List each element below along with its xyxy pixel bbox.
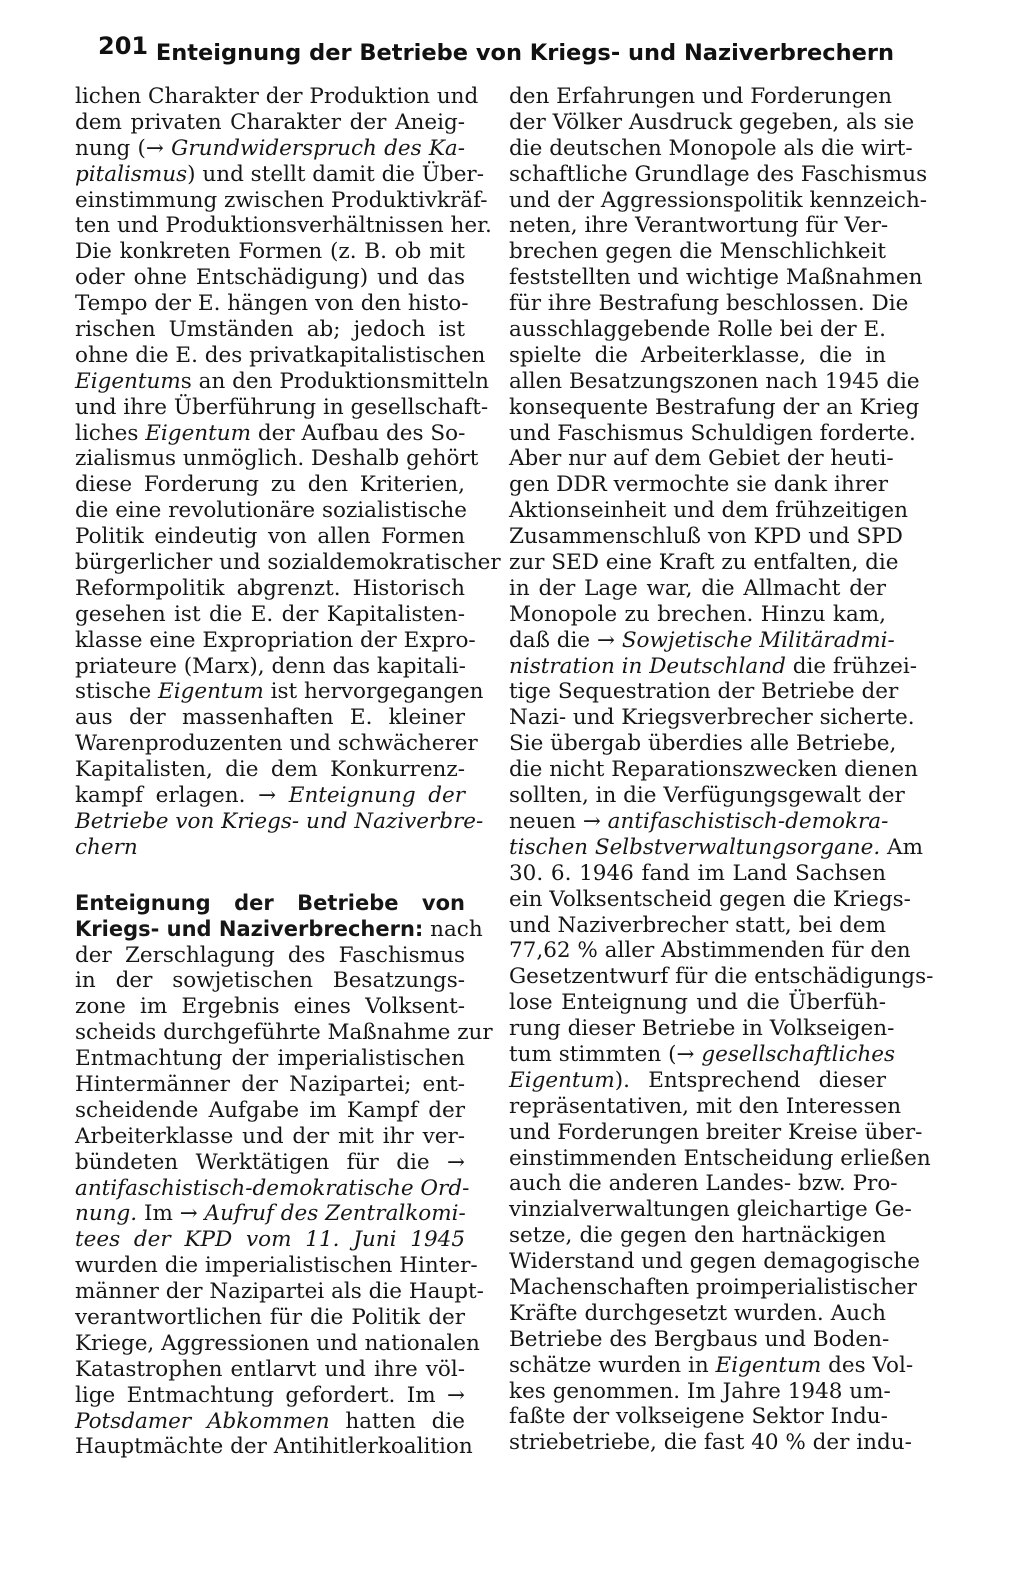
- text-line: klasse eine Expropriation der Expro-: [75, 627, 476, 653]
- text-line: allen Besatzungszonen nach 1945 die: [509, 368, 920, 394]
- text-line: auch die anderen Landes- bzw. Pro-: [509, 1171, 898, 1197]
- text-line: Hintermänner der Nazipartei; ent-: [75, 1071, 465, 1097]
- text-line: aus der massenhaften E. kleiner: [75, 705, 465, 731]
- text-line: Eigentums an den Produktionsmitteln: [75, 368, 489, 394]
- text-line: einstimmenden Entscheidung erließen: [509, 1145, 931, 1171]
- left-column: [75, 84, 501, 1460]
- text-line: schätze wurden in Eigentum des Vol-: [509, 1352, 914, 1378]
- text-line: männer der Nazipartei als die Haupt-: [75, 1279, 484, 1305]
- text-line: pitalismus) und stellt damit die Über-: [75, 161, 484, 187]
- text-line: Kapitalisten, die dem Konkurrenz-: [75, 757, 465, 783]
- text-line: ein Volksentscheid gegen die Kriegs-: [509, 886, 911, 912]
- text-line: stische Eigentum ist hervorgegangen: [75, 679, 484, 705]
- text-line: tischen Selbstverwaltungsorgane. Am: [509, 834, 923, 860]
- text-line: repräsentativen, mit den Interessen: [509, 1093, 902, 1119]
- running-title: Enteignung der Betriebe von Kriegs- und Naziverbrechern: [155, 40, 894, 66]
- text-line: Kriege, Aggressionen und nationalen: [75, 1330, 480, 1356]
- text-line: lige Entmachtung gefordert. Im →: [75, 1382, 465, 1408]
- page-header: [98, 28, 894, 80]
- entry-heading-line-2-bold: Kriegs- und Naziverbrechern:: [75, 916, 424, 941]
- text-line: Potsdamer Abkommen hatten die: [75, 1408, 466, 1434]
- text-line: Hauptmächte der Antihitlerkoalition: [75, 1434, 473, 1460]
- text-line: zur SED eine Kraft zu entfalten, die: [509, 550, 899, 576]
- text-line: und Forderungen breiter Kreise über-: [509, 1119, 923, 1145]
- text-line: Die konkreten Formen (z. B. ob mit: [75, 239, 465, 265]
- text-line: schaftliche Grundlage des Faschismus: [509, 161, 928, 187]
- text-line: und der Aggressionspolitik kennzeich-: [509, 187, 928, 213]
- text-line: und Faschismus Schuldigen forderte.: [509, 420, 916, 446]
- text-line: die eine revolutionäre sozialistische: [75, 498, 467, 524]
- text-line: Gesetzentwurf für die entschädigungs-: [509, 964, 934, 990]
- text-line: 77,62 % aller Abstimmenden für den: [509, 938, 911, 964]
- text-line: in der Lage war, die Allmacht der: [509, 575, 886, 601]
- text-line: Politik eindeutig von allen Formen: [75, 524, 465, 550]
- text-line: gen DDR vermochte sie dank ihrer: [509, 472, 888, 498]
- text-line: kes genommen. Im Jahre 1948 um-: [509, 1378, 891, 1404]
- text-line: dem privaten Charakter der Aneig-: [75, 109, 465, 135]
- text-line: nistration in Deutschland die frühzei-: [509, 653, 918, 679]
- text-line: für ihre Bestrafung beschlossen. Die: [509, 291, 909, 317]
- text-line: rung dieser Betriebe in Volkseigen-: [509, 1016, 895, 1042]
- text-line: scheidende Aufgabe im Kampf der: [75, 1097, 465, 1123]
- text-line: sollten, in die Verfügungsgewalt der: [509, 783, 905, 809]
- text-line: ten und Produktionsverhältnissen her.: [75, 213, 492, 239]
- left-column-text: [75, 84, 501, 861]
- text-line: tees der KPD vom 11. Juni 1945: [75, 1227, 465, 1253]
- text-line: Eigentum). Entsprechend dieser: [509, 1067, 886, 1093]
- text-line: Arbeiterklasse und der mit ihr ver-: [75, 1123, 465, 1149]
- text-line: Betriebe des Bergbaus und Boden-: [509, 1326, 890, 1352]
- text-line: priateure (Marx), denn das kapitali-: [75, 653, 466, 679]
- text-line: wurden die imperialistischen Hinter-: [75, 1253, 478, 1279]
- text-line: liches Eigentum der Aufbau des So-: [75, 420, 466, 446]
- text-line: Katastrophen entlarvt und ihre völ-: [75, 1356, 465, 1382]
- entry-heading: [75, 890, 483, 943]
- text-line: striebetriebe, die fast 40 % der indu-: [509, 1430, 912, 1456]
- text-line: in der sowjetischen Besatzungs-: [75, 968, 465, 994]
- text-line: chern: [75, 834, 138, 860]
- text-line: setze, die gegen den hartnäckigen: [509, 1223, 886, 1249]
- text-line: Betriebe von Kriegs- und Naziverbre-: [75, 808, 484, 834]
- text-line: Reformpolitik abgrenzt. Historisch: [75, 575, 465, 601]
- text-line: bündeten Werktätigen für die →: [75, 1149, 465, 1175]
- text-line: Aktionseinheit und dem frühzeitigen: [509, 498, 908, 524]
- text-line: vinzialverwaltungen gleichartige Ge-: [509, 1197, 912, 1223]
- text-line: der Völker Ausdruck gegeben, als sie: [509, 109, 915, 135]
- entry-heading-line-2: [75, 916, 483, 943]
- text-line: 30. 6. 1946 fand im Land Sachsen: [509, 860, 886, 886]
- text-line: oder ohne Entschädigung) und das: [75, 265, 465, 291]
- text-line: zialismus unmöglich. Deshalb gehört: [75, 446, 479, 472]
- text-line: rischen Umständen ab; jedoch ist: [75, 317, 465, 343]
- text-line: verantwortlichen für die Politik der: [75, 1304, 465, 1330]
- text-line: Entmachtung der imperialistischen: [75, 1046, 465, 1072]
- text-line: Sie übergab überdies alle Betriebe,: [509, 731, 897, 757]
- text-line: Zusammenschluß von KPD und SPD: [509, 524, 903, 550]
- text-line: der Zerschlagung des Faschismus: [75, 942, 465, 968]
- entry-heading-line-1: Enteignung der Betriebe von: [75, 890, 465, 915]
- text-line: spielte die Arbeiterklasse, die in: [509, 342, 886, 368]
- text-line: faßte der volkseigene Sektor Indu-: [509, 1404, 888, 1430]
- text-line: den Erfahrungen und Forderungen: [509, 84, 892, 109]
- text-line: kampf erlagen. → Enteignung der: [75, 783, 465, 809]
- text-line: neuen → antifaschistisch-demokra-: [509, 808, 889, 834]
- entry-heading-line-2-tail: nach: [423, 916, 483, 942]
- text-line: gesehen ist die E. der Kapitalisten-: [75, 601, 465, 627]
- text-line: einstimmung zwischen Produktivkräf-: [75, 187, 488, 213]
- text-line: diese Forderung zu den Kriterien,: [75, 472, 465, 498]
- text-line: neten, ihre Verantwortung für Ver-: [509, 213, 889, 239]
- text-line: Monopole zu brechen. Hinzu kam,: [509, 601, 886, 627]
- text-line: Tempo der E. hängen von den histo-: [75, 291, 469, 317]
- text-line: zone im Ergebnis eines Volksent-: [75, 994, 465, 1020]
- text-line: tige Sequestration der Betriebe der: [509, 679, 899, 705]
- text-line: lose Enteignung und die Überfüh-: [509, 990, 886, 1016]
- text-line: ohne die E. des privatkapitalistischen: [75, 342, 486, 368]
- text-line: feststellten und wichtige Maßnahmen: [509, 265, 923, 291]
- right-column-text: [509, 84, 934, 1456]
- text-line: tum stimmten (→ gesellschaftliches: [509, 1041, 896, 1067]
- text-line: die nicht Reparationszwecken dienen: [509, 757, 918, 783]
- text-line: die deutschen Monopole als die wirt-: [509, 135, 913, 161]
- entry-spacer: [75, 861, 465, 891]
- text-line: konsequente Bestrafung der an Krieg: [509, 394, 920, 420]
- text-line: Widerstand und gegen demagogische: [509, 1249, 920, 1275]
- entry-body-text: [75, 942, 493, 1461]
- text-line: nung (→ Grundwiderspruch des Ka-: [75, 135, 465, 161]
- text-line: scheids durchgeführte Maßnahme zur: [75, 1020, 493, 1046]
- text-line: und Naziverbrecher statt, bei dem: [509, 912, 886, 938]
- text-line: bürgerlicher und sozialdemokratischer: [75, 550, 501, 576]
- text-line: Kräfte durchgesetzt wurden. Auch: [509, 1300, 886, 1326]
- page-number: 201: [98, 32, 149, 60]
- text-line: Warenproduzenten und schwächerer: [75, 731, 478, 757]
- text-line: lichen Charakter der Produktion und: [75, 84, 479, 109]
- text-line: Aber nur auf dem Gebiet der heuti-: [509, 446, 894, 472]
- right-column: [509, 84, 934, 1456]
- text-line: antifaschistisch-demokratische Ord-: [75, 1175, 470, 1201]
- text-line: Nazi- und Kriegsverbrecher sicherte.: [509, 705, 915, 731]
- text-line: nung. Im → Aufruf des Zentralkomi-: [75, 1201, 466, 1227]
- text-line: ausschlaggebende Rolle bei der E.: [509, 317, 886, 343]
- text-line: brechen gegen die Menschlichkeit: [509, 239, 886, 265]
- text-line: und ihre Überführung in gesellschaft-: [75, 394, 489, 420]
- text-line: daß die → Sowjetische Militäradmi-: [509, 627, 895, 653]
- text-line: Machenschaften proimperialistischer: [509, 1274, 917, 1300]
